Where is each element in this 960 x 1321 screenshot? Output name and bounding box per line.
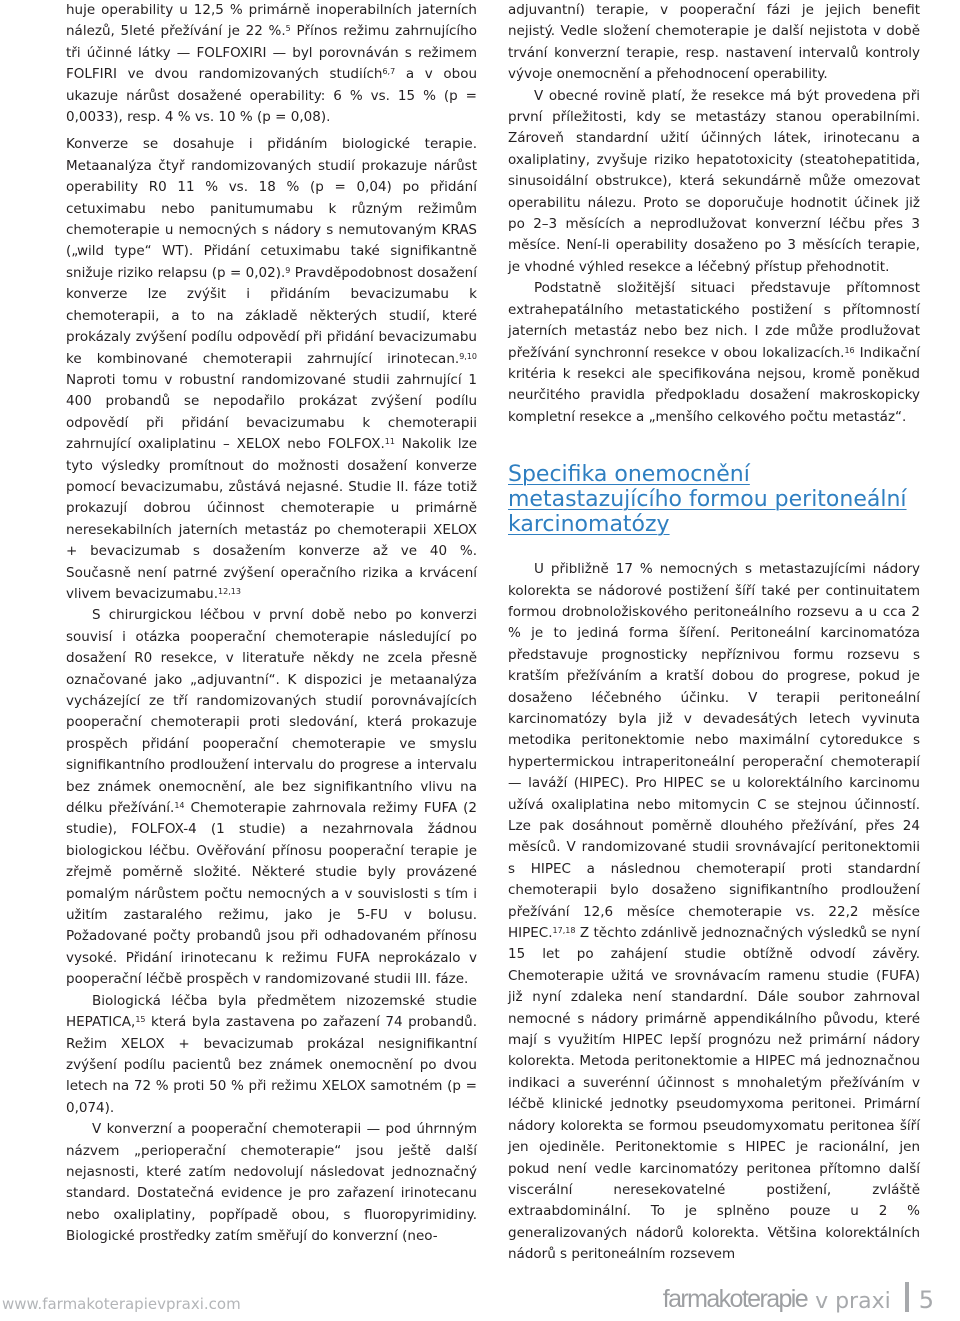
paragraph: huje operability u 12,5 % primárně inoperabilních jaterních nálezů, 5leté přežívání je 22 %.$^5$ Přínos režimu zahrnujícího tři účinné látky — FOLFOXIRI — byl porovnáván s režimem FOLFIRI ve dvou randomizovaných studiích$^{6,7}$ a v obou ukazuje nárůst dosažené operability: 6 % vs. 15 % (p = 0,0033), resp. 4 % vs. 10 % (p = 0,08). <box>66 2 478 126</box>
section-heading: Specifika onemocnění metastazujícího formou peritoneální karcinomatózy <box>508 462 907 538</box>
paragraph: V obecné rovině platí, že resekce má být provedena při první příležitosti, kdy se metastázy stanou operabilními. Zároveň standardní užití účinných látek, irinotecanu a oxaliplatiny, zvyšuje riziko hepatotoxicity (steatohepatitida, sinusoidální obstrukce), která sekundárně může omezovat operabilitu nálezu. Proto se doporučuje hodnotit účinek již po 2–3 měsících a neprodlužovat konverzní léčbu přes 3 měsíce. Není-li operability dosaženo po 3 měsících terapie, je vhodné výhled resekce a léčebný přístup přehodnotit. <box>508 87 920 275</box>
paragraph: Podstatně složitější situaci představuje přítomnost extrahepatálního metastatického postižení s přítomností jaterních metastáz nebo bez nich. I zde může prodlužovat přežívání synchronní resekce v obou lokalizacích.$^{16}$ Indikační kritéria k resekci ale specifikována nejsou, kromě poněkud neurčitého pravidla předpokladu dosažení makroskopicky kompletní resekce a „menšího celkového počtu metastáz“. <box>508 280 921 425</box>
footer-url[interactable]: www.farmakoterapievpraxi.com <box>2 1295 241 1313</box>
paragraph: V konverzní a pooperační chemoterapii — pod úhrnným názvem „perioperační chemoterapie“ jsou ještě další nejasnosti, které zatím nedovolují následovat jednoznačný standard. Dostatečná evidence je pro zařazení irinotecanu nebo oxaliplatiny, popřípadě obou, s fluoropyrimidiny. Biologické prostředky zatím směřují do konverzní (neo- <box>66 1121 477 1245</box>
paragraph: S chirurgickou léčbou v první době nebo po konverzi souvisí i otázka pooperační chemoterapie následující po dosažení R0 resekce, v literatuře někdy ne zcela přesně označované jako „adjuvantní“. K dispozici je metaanalýza vycházející ze tří randomizovaných studií porovnávajících pooperační chemoterapii proti sledování, která prokazuje prospěch přidání pooperační chemoterapie ve smyslu signifikantního prodloužení intervalu do progrese a intervalu bez známek onemocnění, ale bez signifikantního vlivu na délku přežívání.$^{14}$ Chemoterapie zahrnovala režimy FUFA (2 studie), FOLFOX-4 (1 studie) a nezahrnovala žádnou biologickou léčbu. Ověřování přínosu pooperační terapie je zřejmě poměrně složité. Některé studie byly provázené pomalým nárůstem počtu nemocných a v souvislosti s tím i užitím zastaralého režimu, jako je 5-FU v bolusu. Požadované počty probandů jsou při odhadovaném přínosu vysoké. Přidání irinotecanu k režimu FUFA neprokázalo v pooperační léčbě prospěch v randomizované studii III. fáze. <box>66 607 477 988</box>
brand-sub: v praxi <box>815 1289 891 1314</box>
right-column <box>508 0 920 1266</box>
brand-main: farmakoterapie <box>662 1285 808 1313</box>
paragraph: adjuvantní) terapie, v pooperační fázi je jejich benefit nejistý. Vedle složení chemoterapie je další nejistota v době trvání konverzní terapie, resp. nastavení intervalů kontroly vývoje onemocnění a přehodnocení operability. <box>508 2 920 83</box>
brand-divider <box>905 1282 909 1312</box>
paragraph: Konverze se dosahuje i přidáním biologické terapie. Metaanalýza čtyř randomizovaných studií prokazuje nárůst operability R0 11 % vs. 18 % (p = 0,04) po přidání cetuximabu nebo panitumumabu k různým režimům chemoterapie u nemocných s nádory s nemutovaným KRAS („wild type“ WT). Přidání cetuximabu také signifikantně snižuje riziko relapsu (p = 0,02).$^9$ Pravděpodobnost dosažení konverze lze zvýšit i přidáním bevacizumabu k chemoterapii, a to na základě některých studií, které prokázaly zvýšení podílu odpovědí při přidání bevacizumabu ke kombinované chemoterapii zahrnující irinotecan.$^{9,10}$ Naproti tomu v robustní randomizované studii zahrnující 1 400 probandů se nepodařilo prokázat zvýšení podílu odpovědí při přidání bevacizumabu k chemoterapii zahrnující oxaliplatinu – XELOX nebo FOLFOX.$^{11}$ Nakolik lze tyto výsledky promítnout do možnosti dosažení konverze pomocí bevacizumabu, zůstává nejasné. Studie II. fáze totiž prokazují dobrou účinnost chemoterapie u primárně neresekabilních jaterních metastáz po chemoterapii XELOX + bevacizumab s dosažením konverze až ve 40 %. Současně není patrné zvýšení operačního rizika a krvácení vlivem bevacizumabu.$^{12,13}$ <box>66 136 477 602</box>
page-number: 5 <box>918 1286 934 1314</box>
paragraph: U přibližně 17 % nemocných s metastazujícími nádory kolorekta se nádorové postižení šíří také per continuitatem formou drobnoložiskového peritoneálního rozsevu a u cca 2 % je to jediná forma šíření. Peritoneální karcinomatóza představuje prognosticky nepříznivou formu rozsevu s kratším přežíváním a kratší dobou do progrese, pokud je dosaženo léčebného účinku. V terapii peritoneální karcinomatózy byla již v devadesátých letech vyvinuta metodika peritonektomie nebo maximální cytoredukce s hypertermickou intraperitoneální peroperační chemoterapií — laváží (HIPEC). Pro HIPEC se u kolorektálního karcinomu užívá oxaliplatina nebo mitomycin C se stejnou účinností. Lze pak dosáhnout poměrně dlouhého přežívání, přes 24 měsíců. V randomizované studii srovnávající peritonektomii s HIPEC a následnou chemoterapií proti standardní chemoterapii bylo dosaženo signifikantního prodloužení přežívání 12,6 měsíce chemoterapie vs. 22,2 měsíce HIPEC.$^{17,18}$ Z těchto zdánlivě jednoznačných výsledků se nyní 15 let po zahájení studie obtížně odvodí závěry. Chemoterapie užitá ve srovnávacím ramenu studie (FUFA) již nyní zdaleka není standardní. Dále soubor zahrnoval nemocné s nádory primárně appendikálního původu, které mají s využitím HIPEC lepší prognózu než primární nádory kolorekta. Metoda peritonektomie a HIPEC má jednoznačnou indikaci a suverénní účinnost s mnohaletým přežíváním v léčbě klinické jednotky pseudomyxoma peritonei. Primární nádory kolorekta se formou pseudomyxomatu peritonea šíří jen ojediněle. Peritonektomie s HIPEC je racionální, jen pokud není vedle karcinomatózy peritonea přítomno další viscerální neresekovatelné postižení, zvláště extraabdominální. To je splněno pouze u 2 % generalizovaných nádorů kolorekta. Většina kolorektálních nádorů s peritoneálním rozsevem <box>508 561 920 1263</box>
left-column <box>66 0 477 1248</box>
footer-brand <box>663 1282 934 1314</box>
paragraph: Biologická léčba byla předmětem nizozemské studie HEPATICA,$^{15}$ která byla zastavena po zařazení 74 probandů. Režim XELOX + bevacizumab prokázal nesignifikantní zvýšení podílu pacientů bez známek onemocnění po dvou letech na 72 % proti 50 % při režimu XELOX samotném (p = 0,074). <box>66 992 477 1116</box>
